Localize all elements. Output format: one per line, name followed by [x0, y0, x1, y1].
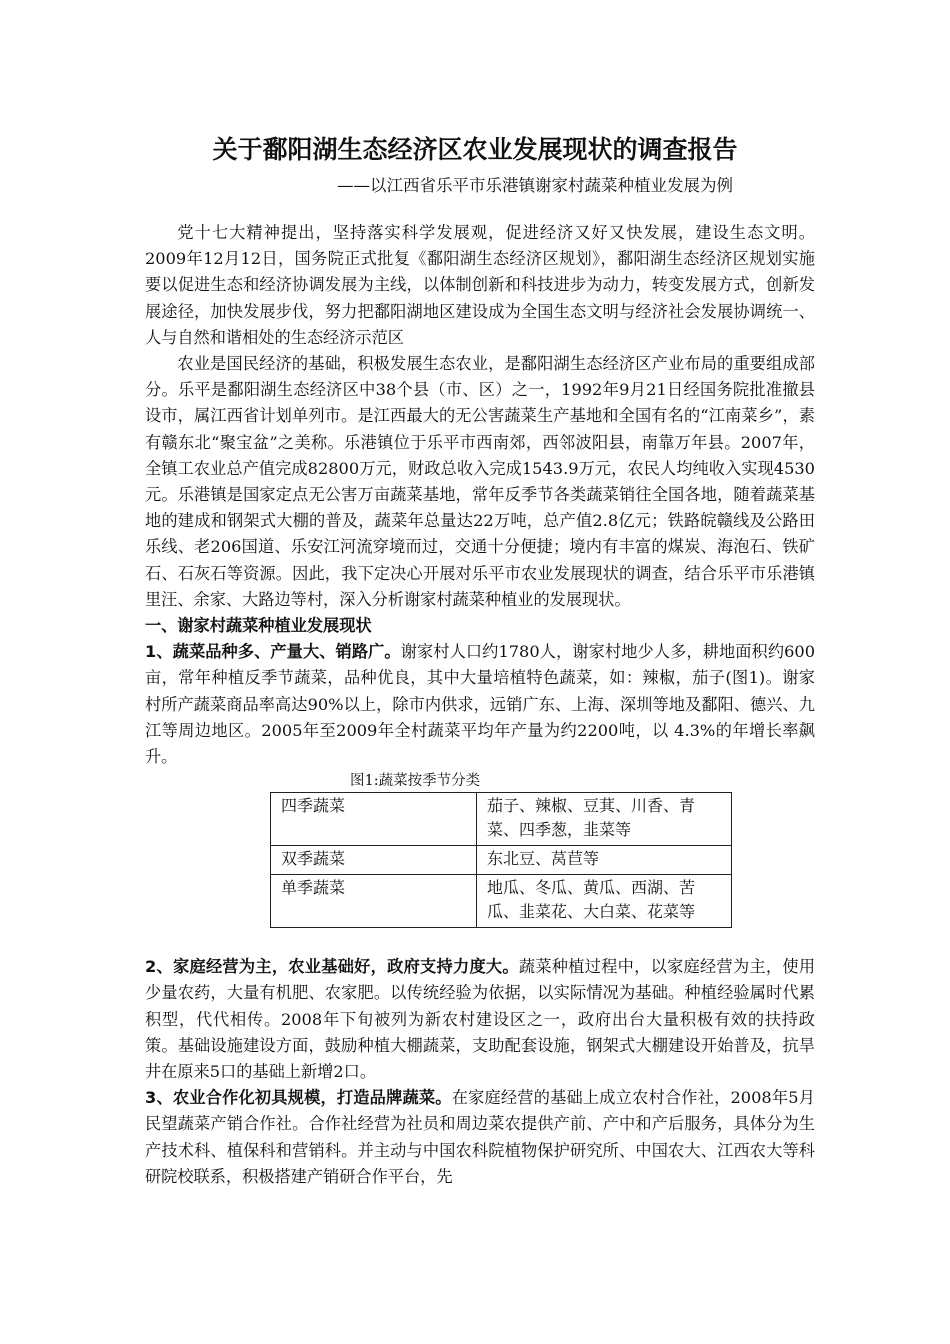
item-1-lead: 1、蔬菜品种多、产量大、销路广。 — [145, 642, 401, 662]
table-cell-category: 双季蔬菜 — [271, 846, 477, 875]
table-cell-items: 茄子、辣椒、豆萁、川香、青菜、四季葱，韭菜等 — [477, 793, 732, 846]
spacer — [145, 928, 815, 954]
section-heading: 一、谢家村蔬菜种植业发展现状 — [145, 616, 372, 636]
item-2-text: 蔬菜种植过程中，以家庭经营为主，使用少量农药，大量有机肥、农家肥。以传统经验为依据，以实际情况为基础。种植经验属时代累积型，代代相传。2008年下旬被列为新农村建设区之一，政府出台大量积极有效的扶持政策。基础设施建设方面，鼓励种植大棚蔬菜，支助配套设施，钢架式大棚建设开始普及，抗旱井在原来5口的基础上新增2口。 — [145, 957, 816, 1082]
item-3-text: 在家庭经营的基础上成立农村合作社，2008年5月民望蔬菜产销合作社。合作社经营为社员和周边菜农提供产前、产中和产后服务，具体分为生产技术科、植保科和营销科。并主动与中国农科院植物保护研究所、中国农大、江西农大等科研院校联系，积极搭建产销研合作平台，先 — [145, 1088, 815, 1186]
item-1-paragraph — [145, 639, 815, 770]
table-row — [271, 875, 732, 928]
document-subtitle: ——以江西省乐平市乐港镇谢家村蔬菜种植业发展为例 — [337, 176, 733, 195]
table-cell-items: 东北豆、莴苣等 — [477, 846, 732, 875]
item-2-lead: 2、家庭经营为主，农业基础好，政府支持力度大。 — [145, 957, 519, 977]
document-title: 关于鄱阳湖生态经济区农业发展现状的调查报告 — [212, 135, 738, 164]
table-cell-category: 四季蔬菜 — [271, 793, 477, 846]
table-cell-items: 地瓜、冬瓜、黄瓜、西湖、苦瓜、韭菜花、大白菜、花菜等 — [477, 875, 732, 928]
item-3-lead: 3、农业合作化初具规模，打造品牌蔬菜。 — [145, 1088, 452, 1108]
item-1-text: 谢家村人口约1780人，谢家村地少人多，耕地面积约600亩，常年种植反季节蔬菜，品种优良，其中大量培植特色蔬菜，如：辣椒，茄子(图1)。谢家村所产蔬菜商品率高达90%以上，除市内供求，远销广东、上海、深圳等地及鄱阳、德兴、九江等周边地区。2005年至2009年全村蔬菜平均年产量为约2200吨，以 4.3%的年增长率飙升。 — [145, 642, 816, 767]
intro-paragraph-2: 农业是国民经济的基础，积极发展生态农业，是鄱阳湖生态经济区产业布局的重要组成部分。乐平是鄱阳湖生态经济区中38个县（市、区）之一，1992年9月21日经国务院批准撤县设市，属江西省计划单列市。是江西最大的无公害蔬菜生产基地和全国有名的“江南菜乡”，素有赣东北“聚宝盆”之美称。乐港镇位于乐平市西南郊，西邻波阳县，南靠万年县。2007年，全镇工农业总产值完成82800万元，财政总收入完成1543.9万元，农民人均纯收入实现4530元。乐港镇是国家定点无公害万亩蔬菜基地，常年反季节各类蔬菜销往全国各地，随着蔬菜基地的建成和钢架式大棚的普及，蔬菜年总量达22万吨，总产值2.8亿元；铁路皖赣线及公路田乐线、老206国道、乐安江河流穿境而过，交通十分便捷；境内有丰富的煤炭、海泡石、铁矿石、石灰石等资源。因此，我下定决心开展对乐平市农业发展现状的调查，结合乐平市乐港镇里汪、余家、大路边等村，深入分析谢家村蔬菜种植业的发展现状。 — [145, 354, 815, 609]
intro-paragraph-1: 党十七大精神提出，坚持落实科学发展观，促进经济又好又快发展，建设生态文明。2009年12月12日，国务院正式批复《鄱阳湖生态经济区规划》，鄱阳湖生态经济区规划实施要以促进生态和经济协调发展为主线，以体制创新和科技进步为动力，转变发展方式，创新发展途径，加快发展步伐，努力把鄱阳湖地区建设成为全国生态文明与经济社会发展协调统一、人与自然和谐相处的生态经济示范区 — [145, 223, 815, 347]
table-row — [271, 793, 732, 846]
table-row — [271, 846, 732, 875]
figure-1-caption: 图1:蔬菜按季节分类 — [350, 773, 481, 790]
item-2-paragraph — [145, 954, 815, 1085]
document-body — [145, 220, 815, 1190]
table-cell-category: 单季蔬菜 — [271, 875, 477, 928]
vegetable-season-table — [270, 792, 732, 928]
item-3-paragraph — [145, 1085, 815, 1190]
